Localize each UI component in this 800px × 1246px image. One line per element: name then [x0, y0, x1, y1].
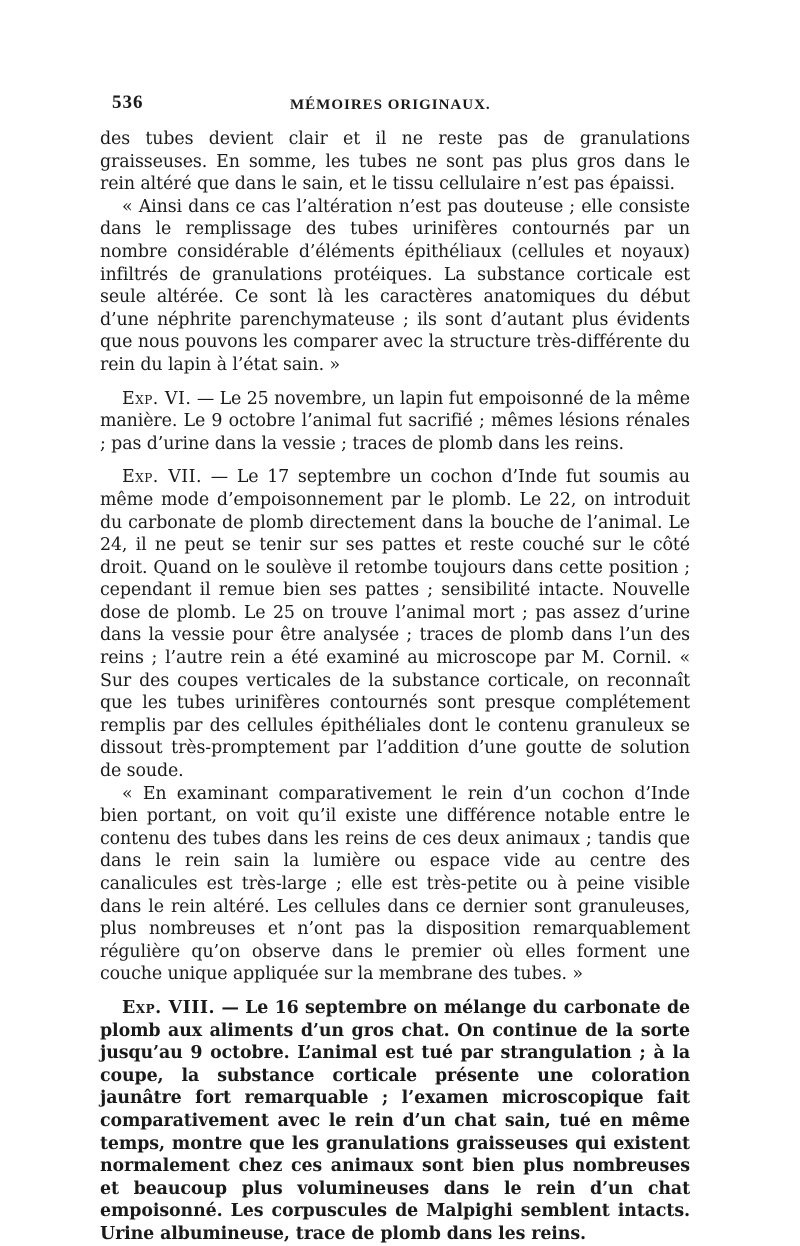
experiment-6 [100, 388, 690, 456]
experiment-7-label: Exp. VII. [122, 467, 203, 488]
experiment-8-label: Exp. VIII. [122, 997, 216, 1018]
book-page [100, 92, 690, 1246]
paragraph-comparison: « En examinant comparativement le rein d’un cochon d’Inde bien portant, on voit qu’il existe une différence notable entre le contenu des tubes dans les reins de ces deux animaux ; tandis que dans le rein sain la lumière ou espace vide au centre des canalicules est très-large ; elle est très-petite ou à peine visible dans le rein altéré. Les cellules dans ce dernier sont granuleuses, plus nombreuses et n’ont pas la disposition remarquablement régulière qu’on observe dans le premier où elles forment une couche unique appliquée sur la membrane des tubes. » [100, 783, 690, 985]
running-title: MÉMOIRES ORIGINAUX. [290, 97, 491, 113]
experiment-8 [100, 997, 690, 1246]
experiment-6-text: — Le 25 novembre, un lapin fut empoisonné de la même manière. Le 9 octobre l’animal fut sacrifié ; mêmes lésions rénales ; pas d’urine dans la vessie ; traces de plomb dans les reins. [100, 388, 691, 454]
running-head [100, 92, 690, 120]
paragraph-quote-conclusion: « Ainsi dans ce cas l’altération n’est pas douteuse ; elle consiste dans le remplissage des tubes urinifères contournés par un nombre considérable d’éléments épithéliaux (cellules et noyaux) infiltrés de granulations protéiques. La substance corticale est seule altérée. Ce sont là les caractères anatomiques du début d’une néphrite parenchymateuse ; ils sont d’autant plus évidents que nous pouvons les comparer avec la structure très-différente du rein du lapin à l’état sain. » [100, 196, 690, 375]
experiment-6-label: Exp. VI. [122, 388, 192, 409]
experiment-8-text: — Le 16 septembre on mélange du carbonate de plomb aux aliments d’un gros chat. On continue de la sorte jusqu’au 9 octobre. L’animal est tué par strangulation ; à la coupe, la substance corticale présente une coloration jaunâtre fort remarquable ; l’examen microscopique fait comparativement avec le rein d’un chat sain, tué en même temps, montre que les granulations graisseuses qui existent normalement chez ces animaux sont bien plus nombreuses et beaucoup plus volumineuses dans le rein d’un chat empoisonné. Les corpuscules de Malpighi semblent intacts. Urine albumineuse, trace de plomb dans les reins. [100, 997, 691, 1244]
page-number: 536 [112, 92, 144, 113]
experiment-7 [100, 466, 690, 782]
experiment-7-text: — Le 17 septembre un cochon d’Inde fut soumis au même mode d’empoisonnement par le plomb. Le 22, on introduit du carbonate de plomb directement dans la bouche de l’animal. Le 24, il ne peut se tenir sur ses pattes et reste couché sur le côté droit. Quand on le soulève il retombe toujours dans cette position ; cependant il remue bien ses pattes ; sensibilité intacte. Nouvelle dose de plomb. Le 25 on trouve l’animal mort ; pas assez d’urine dans la vessie pour être analysée ; traces de plomb dans l’un des reins ; l’autre rein a été examiné au microscope par M. Cornil. « Sur des coupes verticales de la substance corticale, on reconnaît que les tubes urinifères contournés sont presque complétement remplis par des cellules épithéliales dont le contenu granuleux se dissout très-promptement par l’addition d’une goutte de solution de soude. [100, 467, 690, 782]
paragraph-continuation: des tubes devient clair et il ne reste pas de granulations graisseuses. En somme, les tubes ne sont pas plus gros dans le rein altéré que dans le sain, et le tissu cellulaire n’est pas épaissi. [100, 129, 690, 195]
